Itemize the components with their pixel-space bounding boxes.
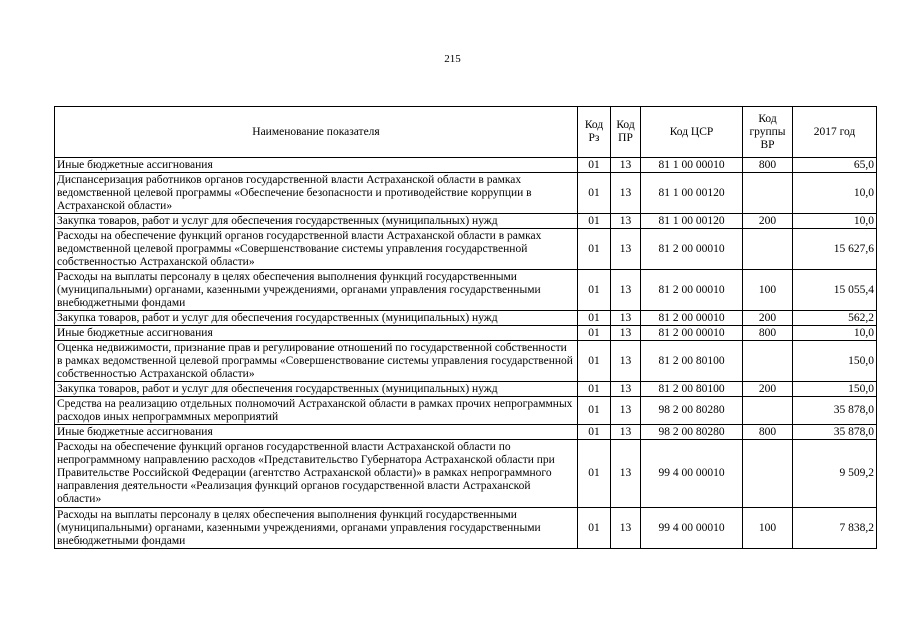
row-name: Закупка товаров, работ и услуг для обеспечения государственных (муниципальных) нужд [55,311,578,326]
row-pr: 13 [611,382,641,397]
row-sum: 150,0 [793,341,877,382]
table-header-row [55,107,877,158]
row-rz: 01 [578,229,611,270]
header-vr: Код группы ВР [743,107,793,158]
table-row [55,425,877,440]
row-sum: 10,0 [793,326,877,341]
row-name: Диспансеризация работников органов государственной власти Астраханской области в рамках ведомственной целевой программы «Обеспечение безопасности и противодействие коррупции в Астраханской области» [55,173,578,214]
table-row [55,214,877,229]
row-sum: 10,0 [793,173,877,214]
row-name: Закупка товаров, работ и услуг для обеспечения государственных (муниципальных) нужд [55,214,578,229]
table-row [55,158,877,173]
row-vr [743,440,793,508]
row-pr: 13 [611,173,641,214]
header-rz: Код Рз [578,107,611,158]
row-csr: 98 2 00 80280 [641,425,743,440]
budget-table [54,106,877,549]
header-pr: Код ПР [611,107,641,158]
row-name: Иные бюджетные ассигнования [55,158,578,173]
row-name: Расходы на обеспечение функций органов государственной власти Астраханской области в рамках ведомственной целевой программы «Совершенствование системы управления государственной собственностью Астраханской области» [55,229,578,270]
row-csr: 81 2 00 00010 [641,270,743,311]
row-vr: 800 [743,326,793,341]
header-csr: Код ЦСР [641,107,743,158]
row-sum: 9 509,2 [793,440,877,508]
row-rz: 01 [578,311,611,326]
row-pr: 13 [611,214,641,229]
row-rz: 01 [578,440,611,508]
row-vr [743,229,793,270]
row-name: Закупка товаров, работ и услуг для обеспечения государственных (муниципальных) нужд [55,382,578,397]
table-row [55,341,877,382]
row-name: Иные бюджетные ассигнования [55,326,578,341]
row-csr: 81 1 00 00120 [641,173,743,214]
row-csr: 81 2 00 00010 [641,326,743,341]
row-rz: 01 [578,508,611,549]
row-pr: 13 [611,326,641,341]
row-sum: 65,0 [793,158,877,173]
row-name: Средства на реализацию отдельных полномочий Астраханской области в рамках прочих непрограммных расходов иных непрограммных мероприятий [55,397,578,425]
table-row [55,270,877,311]
table-row [55,440,877,508]
row-sum: 35 878,0 [793,397,877,425]
row-vr: 100 [743,270,793,311]
row-vr: 200 [743,382,793,397]
row-rz: 01 [578,214,611,229]
row-vr [743,397,793,425]
row-pr: 13 [611,229,641,270]
row-sum: 10,0 [793,214,877,229]
row-vr: 100 [743,508,793,549]
row-name: Расходы на обеспечение функций органов государственной власти Астраханской области по непрограммному направлению расходов «Представительство Губернатора Астраханской области при Правительстве Российской Федерации (агентство Астраханской области)» в рамках непрограммного направления деятельности «Реализация функций органов государственной власти Астраханской области» [55,440,578,508]
row-pr: 13 [611,341,641,382]
table-row [55,382,877,397]
row-rz: 01 [578,173,611,214]
page-number: 215 [444,53,461,65]
row-rz: 01 [578,425,611,440]
header-name: Наименование показателя [55,107,578,158]
row-sum: 7 838,2 [793,508,877,549]
row-pr: 13 [611,158,641,173]
row-csr: 81 2 00 80100 [641,382,743,397]
row-name: Оценка недвижимости, признание прав и регулирование отношений по государственной собственности в рамках ведомственной целевой программы «Совершенствование системы управления государственной собственностью Астраханской области» [55,341,578,382]
row-sum: 150,0 [793,382,877,397]
row-csr: 81 2 00 80100 [641,341,743,382]
table-row [55,508,877,549]
row-pr: 13 [611,397,641,425]
row-csr: 81 2 00 00010 [641,229,743,270]
row-rz: 01 [578,270,611,311]
table-row [55,397,877,425]
row-vr: 200 [743,214,793,229]
row-csr: 98 2 00 80280 [641,397,743,425]
row-pr: 13 [611,311,641,326]
row-vr [743,341,793,382]
row-sum: 562,2 [793,311,877,326]
row-rz: 01 [578,397,611,425]
row-pr: 13 [611,508,641,549]
table-row [55,173,877,214]
row-csr: 99 4 00 00010 [641,508,743,549]
row-name: Расходы на выплаты персоналу в целях обеспечения выполнения функций государственными (муниципальными) органами, казенными учреждениями, органами управления государственными внебюджетными фондами [55,508,578,549]
row-sum: 35 878,0 [793,425,877,440]
row-rz: 01 [578,382,611,397]
row-vr [743,173,793,214]
row-vr: 800 [743,425,793,440]
row-rz: 01 [578,158,611,173]
row-csr: 81 1 00 00120 [641,214,743,229]
row-csr: 99 4 00 00010 [641,440,743,508]
row-sum: 15 627,6 [793,229,877,270]
row-name: Иные бюджетные ассигнования [55,425,578,440]
row-vr: 200 [743,311,793,326]
row-rz: 01 [578,326,611,341]
row-sum: 15 055,4 [793,270,877,311]
row-vr: 800 [743,158,793,173]
row-pr: 13 [611,270,641,311]
table-row [55,311,877,326]
row-csr: 81 2 00 00010 [641,311,743,326]
row-pr: 13 [611,425,641,440]
row-name: Расходы на выплаты персоналу в целях обеспечения выполнения функций государственными (муниципальными) органами, казенными учреждениями, органами управления государственными внебюджетными фондами [55,270,578,311]
row-rz: 01 [578,341,611,382]
row-pr: 13 [611,440,641,508]
header-year: 2017 год [793,107,877,158]
row-csr: 81 1 00 00010 [641,158,743,173]
table-row [55,326,877,341]
table-row [55,229,877,270]
